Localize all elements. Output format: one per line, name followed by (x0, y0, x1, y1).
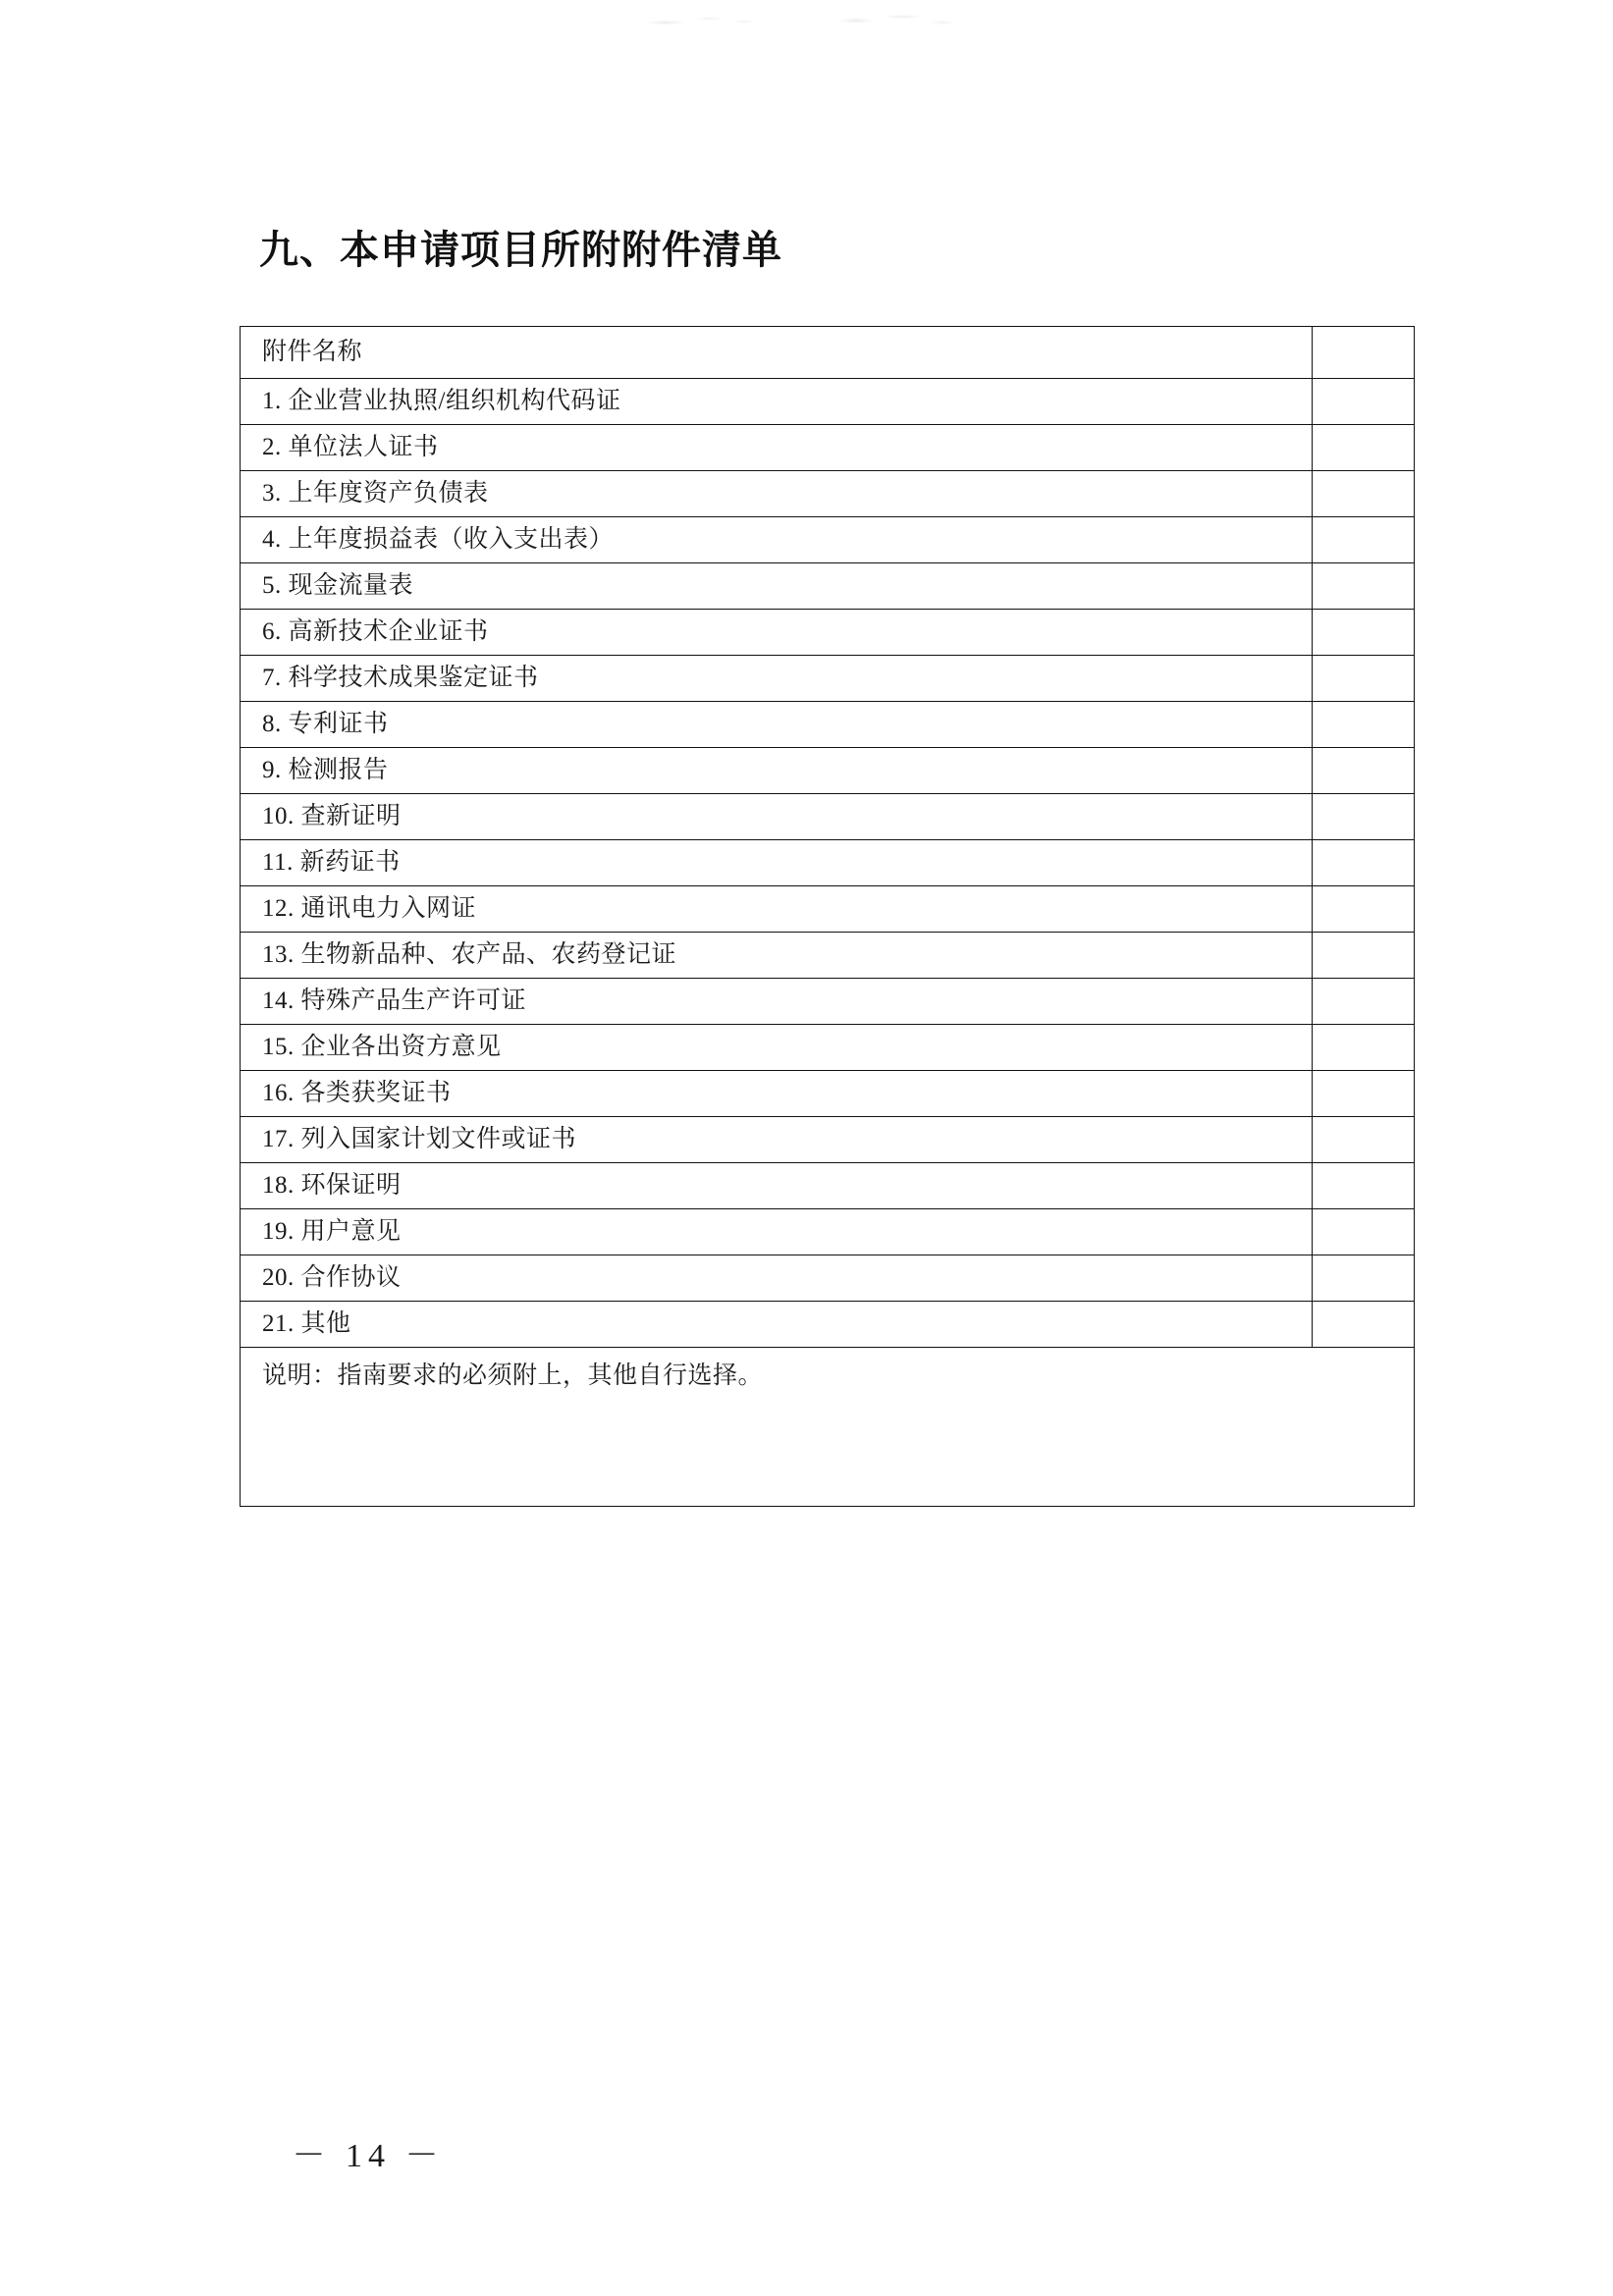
attachment-mark-cell[interactable] (1313, 1209, 1415, 1255)
attachment-mark-cell[interactable] (1313, 933, 1415, 979)
table-header-row (241, 327, 1415, 379)
attachment-name-cell: 2. 单位法人证书 (241, 425, 1313, 471)
scan-artifact-right (834, 10, 962, 31)
attachment-mark-cell[interactable] (1313, 748, 1415, 794)
attachment-mark-cell[interactable] (1313, 563, 1415, 610)
attachment-mark-cell[interactable] (1313, 471, 1415, 517)
attachment-name-cell: 19. 用户意见 (241, 1209, 1313, 1255)
table-row (241, 1025, 1415, 1071)
attachment-mark-cell[interactable] (1313, 1071, 1415, 1117)
attachment-mark-cell[interactable] (1313, 379, 1415, 425)
attachment-mark-cell[interactable] (1313, 1302, 1415, 1348)
attachment-name-cell: 4. 上年度损益表（收入支出表） (241, 517, 1313, 563)
attachment-name-cell: 18. 环保证明 (241, 1163, 1313, 1209)
table-row (241, 794, 1415, 840)
table-header-mark (1313, 327, 1415, 379)
table-row (241, 1071, 1415, 1117)
table-row (241, 1163, 1415, 1209)
table-row (241, 702, 1415, 748)
attachment-name-cell: 1. 企业营业执照/组织机构代码证 (241, 379, 1313, 425)
attachment-name-cell: 8. 专利证书 (241, 702, 1313, 748)
attachment-name-cell: 11. 新药证书 (241, 840, 1313, 886)
table-note-text: 说明：指南要求的必须附上，其他自行选择。 (241, 1348, 1415, 1507)
attachment-mark-cell[interactable] (1313, 1255, 1415, 1302)
page-title: 九、本申请项目所附附件清单 (259, 227, 782, 272)
table-row (241, 379, 1415, 425)
table-row (241, 563, 1415, 610)
attachment-mark-cell[interactable] (1313, 979, 1415, 1025)
table-row (241, 933, 1415, 979)
attachment-mark-cell[interactable] (1313, 1025, 1415, 1071)
attachment-name-cell: 12. 通讯电力入网证 (241, 886, 1313, 933)
table-row (241, 1117, 1415, 1163)
attachment-mark-cell[interactable] (1313, 886, 1415, 933)
table-row (241, 656, 1415, 702)
table-row (241, 1255, 1415, 1302)
table-row (241, 1209, 1415, 1255)
table-row (241, 748, 1415, 794)
table-row (241, 886, 1415, 933)
attachment-mark-cell[interactable] (1313, 517, 1415, 563)
scan-artifact-left (648, 14, 766, 29)
attachment-mark-cell[interactable] (1313, 425, 1415, 471)
attachment-name-cell: 13. 生物新品种、农产品、农药登记证 (241, 933, 1313, 979)
attachment-name-cell: 14. 特殊产品生产许可证 (241, 979, 1313, 1025)
table-row (241, 610, 1415, 656)
attachment-list-table (240, 326, 1415, 1507)
attachment-mark-cell[interactable] (1313, 840, 1415, 886)
table-header-attachment-name: 附件名称 (241, 327, 1313, 379)
table-row (241, 517, 1415, 563)
attachment-name-cell: 5. 现金流量表 (241, 563, 1313, 610)
attachment-mark-cell[interactable] (1313, 610, 1415, 656)
attachment-name-cell: 16. 各类获奖证书 (241, 1071, 1313, 1117)
attachment-name-cell: 17. 列入国家计划文件或证书 (241, 1117, 1313, 1163)
attachment-name-cell: 3. 上年度资产负债表 (241, 471, 1313, 517)
attachment-mark-cell[interactable] (1313, 1163, 1415, 1209)
attachment-name-cell: 10. 查新证明 (241, 794, 1313, 840)
table-row (241, 471, 1415, 517)
attachment-name-cell: 9. 检测报告 (241, 748, 1313, 794)
page-number: － 14 － (292, 2138, 445, 2174)
table-note-row (241, 1348, 1415, 1507)
table-row (241, 1302, 1415, 1348)
table-row (241, 979, 1415, 1025)
table-row (241, 840, 1415, 886)
attachment-name-cell: 20. 合作协议 (241, 1255, 1313, 1302)
attachment-name-cell: 21. 其他 (241, 1302, 1313, 1348)
attachment-name-cell: 7. 科学技术成果鉴定证书 (241, 656, 1313, 702)
attachment-mark-cell[interactable] (1313, 702, 1415, 748)
attachment-name-cell: 15. 企业各出资方意见 (241, 1025, 1313, 1071)
table-row (241, 425, 1415, 471)
attachment-mark-cell[interactable] (1313, 794, 1415, 840)
attachment-mark-cell[interactable] (1313, 656, 1415, 702)
attachment-mark-cell[interactable] (1313, 1117, 1415, 1163)
attachment-name-cell: 6. 高新技术企业证书 (241, 610, 1313, 656)
